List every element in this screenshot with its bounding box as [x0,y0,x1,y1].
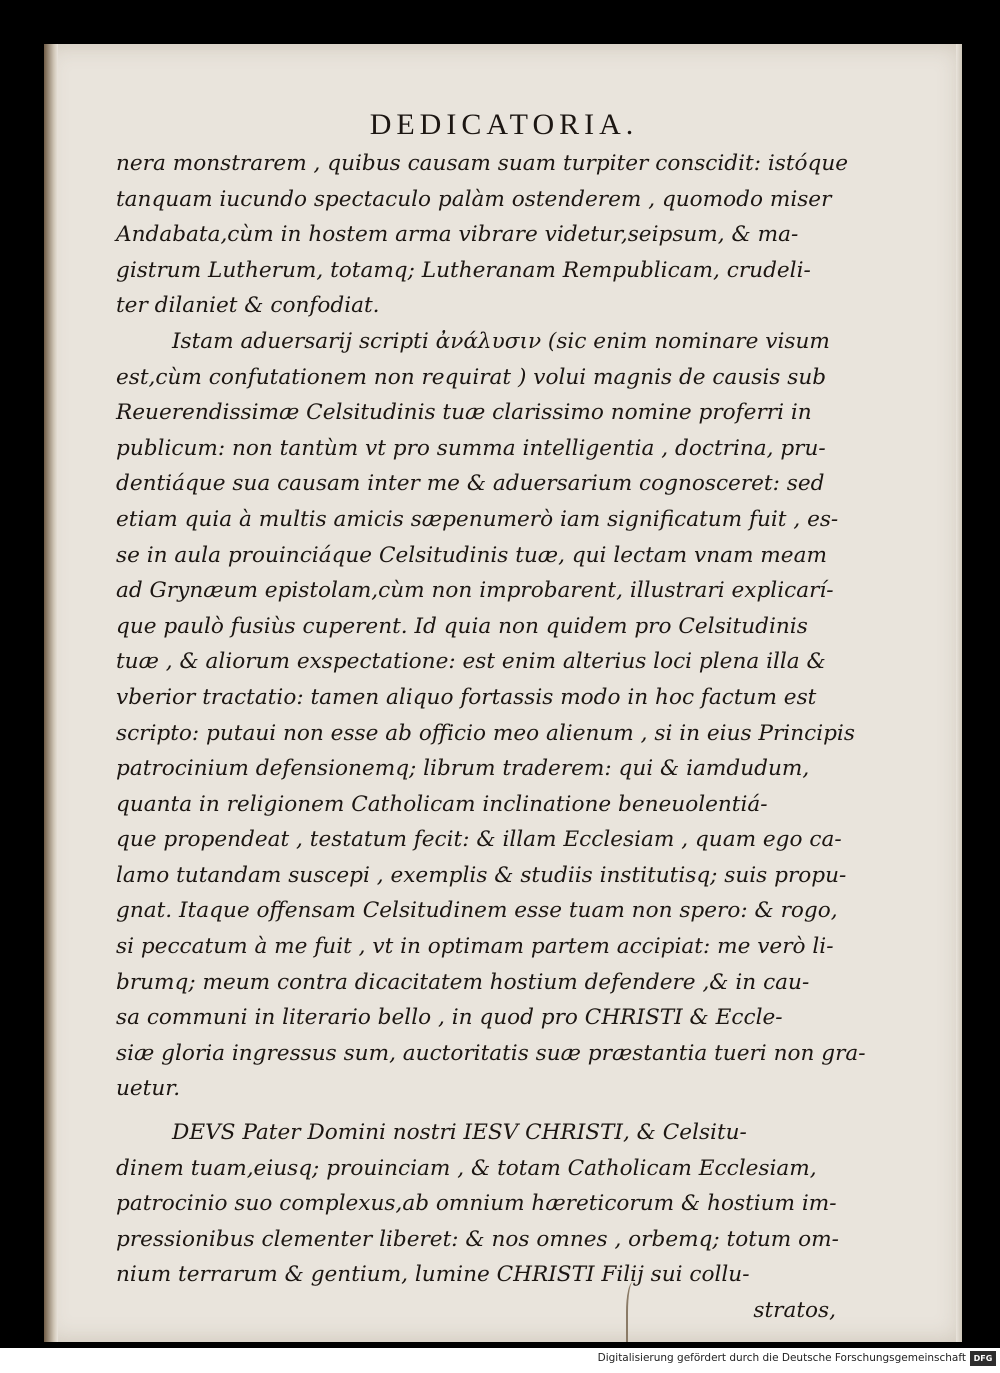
paragraph-start-line: Istam aduersarij scripti ἀνάλυσιν (sic enim nominare visum [172,328,830,354]
text-line: que paulò fusiùs cuperent. Id quia non quidem pro Celsitudinis [116,613,808,639]
body-text [116,146,866,1329]
text-line: gistrum Lutherum, totamq; Lutheranam Rempublicam, crudeli- [116,257,811,283]
text-line: etiam quia à multis amicis sæpenumerò iam significatum fuit , es- [116,506,839,532]
dfg-logo-icon: DFG [970,1351,996,1366]
catchword: stratos, [753,1298,836,1323]
running-head: DEDICATORIA. [369,108,639,141]
text-line: quanta in religionem Catholicam inclinatione beneuolentiá- [116,791,768,817]
text-line: Reuerendissimæ Celsitudinis tuæ clarissimo nomine proferri in [116,400,812,426]
page-tear [626,1282,640,1342]
text-line: patrocinium defensionemq; librum traderem: qui & iamdudum, [116,756,810,782]
text-line: nera monstrarem , quibus causam suam turpiter conscidit: istóque [116,151,849,176]
text-line: brumq; meum contra dicacitatem hostium defendere ,& in cau- [116,969,810,995]
text-line: dentiáque sua causam inter me & aduersarium cognosceret: sed [116,471,825,497]
text-line: tuæ , & aliorum exspectatione: est enim alterius loci plena illa & [116,649,826,675]
text-line: si peccatum à me fuit , vt in optimam partem accipiat: me verò li- [116,934,834,960]
text-line: est,cùm confutationem non requirat ) volui magnis de causis sub [116,364,827,390]
text-line: ad Grynæum epistolam,cùm non improbarent, illustrari explicarí- [116,578,834,604]
text-line: tanquam iucundo spectaculo palàm ostenderem , quomodo miser [116,186,832,212]
text-line: nium terrarum & gentium, lumine CHRISTI Filij sui collu- [116,1262,750,1288]
text-line: pressionibus clementer liberet: & nos omnes , orbemq; totum om- [116,1226,839,1252]
text-line: que propendeat , testatum fecit: & illam Ecclesiam , quam ego ca- [116,827,842,853]
text-line: publicum: non tantùm vt pro summa intelligentia , doctrina, pru- [116,435,826,461]
text-line: uetur. [116,1076,181,1102]
text-line: sa communi in literario bello , in quod pro CHRISTI & Eccle- [116,1005,783,1031]
text-line: siæ gloria ingressus sum, auctoritatis suæ præstantia tueri non gra- [116,1040,866,1066]
paragraph-start-line: DEVS Pater Domini nostri IESV CHRISTI, & Celsitu- [172,1120,747,1146]
book-page [44,44,962,1342]
text-line: Andabata,cùm in hostem arma vibrare videtur,seipsum, & ma- [116,222,799,248]
text-line: ter dilaniet & confodiat. [116,293,380,319]
text-line: patrocinio suo complexus,ab omnium hæreticorum & hostium im- [116,1191,837,1217]
page-edge [956,44,962,1342]
text-line: se in aula prouinciáque Celsitudinis tuæ, qui lectam vnam meam [116,542,827,568]
text-line: vberior tractatio: tamen aliquo fortassis modo in hoc factum est [116,684,817,710]
text-line: dinem tuam,eiusq; prouinciam , & totam Catholicam Ecclesiam, [116,1155,817,1181]
text-line: lamo tutandam suscepi , exemplis & studiis institutisq; suis propu- [116,862,847,888]
text-line: gnat. Itaque offensam Celsitudinem esse tuam non spero: & rogo, [116,898,838,924]
footer-bar [0,1348,1000,1373]
text-line: scripto: putaui non esse ab officio meo alienum , si in eius Principis [116,720,855,746]
funding-credit: Digitalisierung gefördert durch die Deutsche Forschungsgemeinschaft [597,1352,966,1364]
